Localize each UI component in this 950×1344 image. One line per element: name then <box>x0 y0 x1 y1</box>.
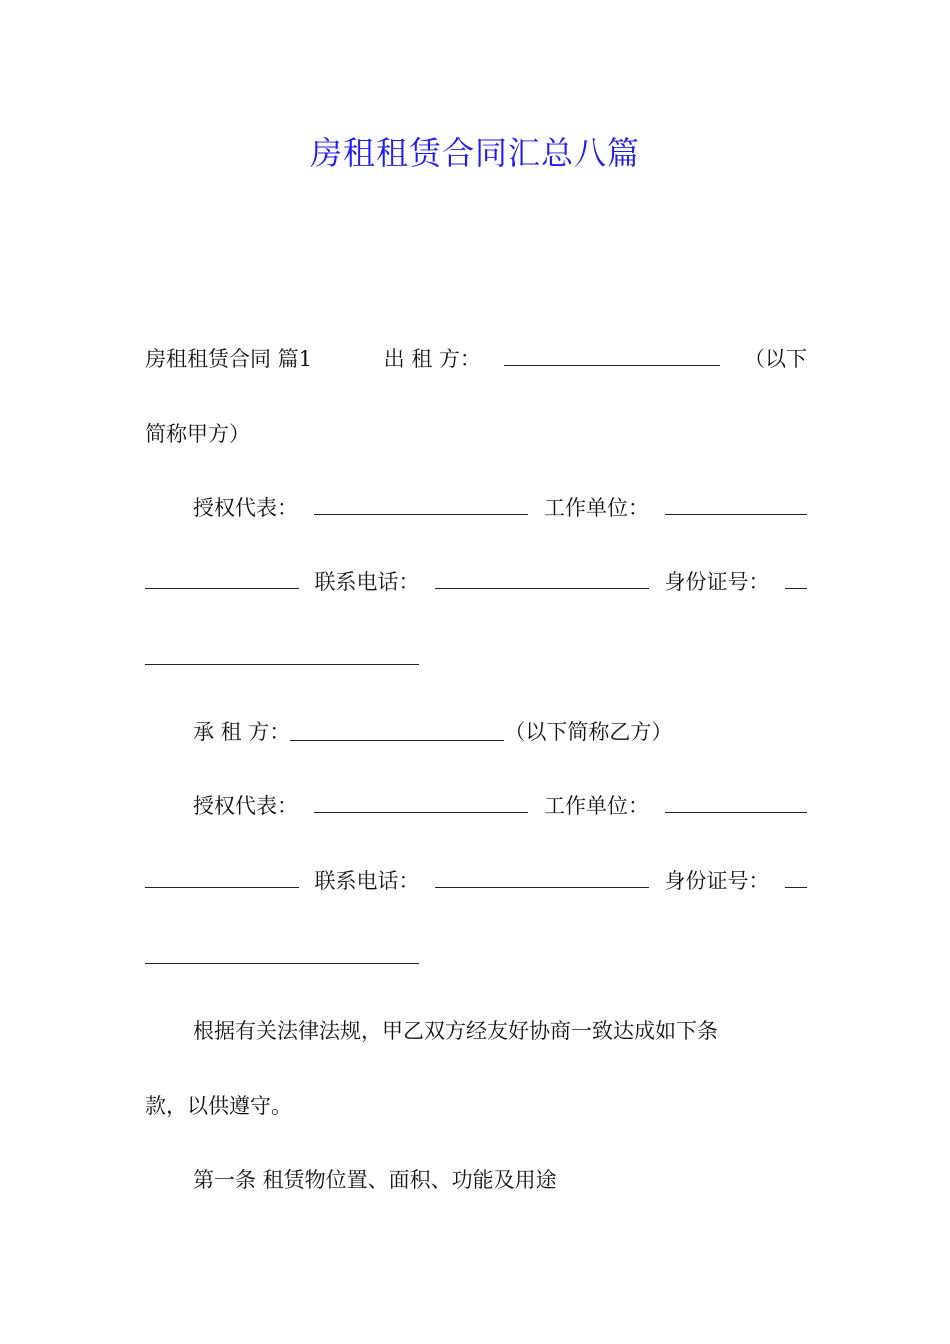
lessee-id-label: 身份证号： <box>664 869 770 893</box>
lessee-unit-blank[interactable] <box>665 794 807 813</box>
lessee-id-blank-cont[interactable] <box>145 945 419 964</box>
lessee-label: 承 租 方： <box>193 720 291 744</box>
lessor-id-blank[interactable] <box>785 570 807 589</box>
lessor-rep-label: 授权代表： <box>193 496 298 520</box>
lessor-phone-label: 联系电话： <box>314 570 420 594</box>
lessor-id-label: 身份证号： <box>664 570 770 594</box>
lessee-contact-line <box>145 866 807 896</box>
lessor-unit-blank[interactable] <box>665 496 807 515</box>
lessee-rep-label: 授权代表： <box>193 794 298 818</box>
article-1-heading: 第一条 租赁物位置、面积、功能及用途 <box>193 1168 557 1192</box>
lessee-rep-blank[interactable] <box>314 794 528 813</box>
lessor-note: （以下 <box>744 347 807 371</box>
lessor-line <box>145 344 807 374</box>
lessor-id-continued-line <box>145 641 807 671</box>
lessor-contact-line <box>145 567 807 597</box>
lessee-name-blank[interactable] <box>290 722 504 741</box>
lessor-id-blank-cont[interactable] <box>145 646 419 665</box>
lessor-phone-blank[interactable] <box>435 570 649 589</box>
lessor-rep-line <box>193 493 807 523</box>
lessee-phone-label: 联系电话： <box>314 869 420 893</box>
lessee-id-blank[interactable] <box>785 869 807 888</box>
lessor-rep-blank[interactable] <box>314 496 528 515</box>
lessor-label: 出 租 方： <box>383 347 481 371</box>
lessee-phone-blank[interactable] <box>435 869 649 888</box>
lessor-note-continued: 简称甲方） <box>145 422 250 446</box>
lessee-unit-blank-cont[interactable] <box>145 869 299 888</box>
lessee-line <box>193 717 807 747</box>
lessee-unit-label: 工作单位： <box>544 794 649 818</box>
lessee-id-continued-line <box>145 940 807 970</box>
document-title: 房租租赁合同汇总八篇 <box>309 134 640 172</box>
lessor-unit-blank-cont[interactable] <box>145 570 299 589</box>
lessor-name-blank[interactable] <box>504 347 720 366</box>
lessee-note: （以下简称乙方） <box>504 720 673 744</box>
contract-heading: 房租租赁合同 篇1 <box>145 347 313 371</box>
agreement-paragraph-line1: 根据有关法律法规，甲乙双方经友好协商一致达成如下条 <box>193 1019 718 1043</box>
lessee-rep-line <box>193 791 807 821</box>
agreement-paragraph-line2: 款，以供遵守。 <box>145 1094 292 1118</box>
lessor-unit-label: 工作单位： <box>544 496 649 520</box>
